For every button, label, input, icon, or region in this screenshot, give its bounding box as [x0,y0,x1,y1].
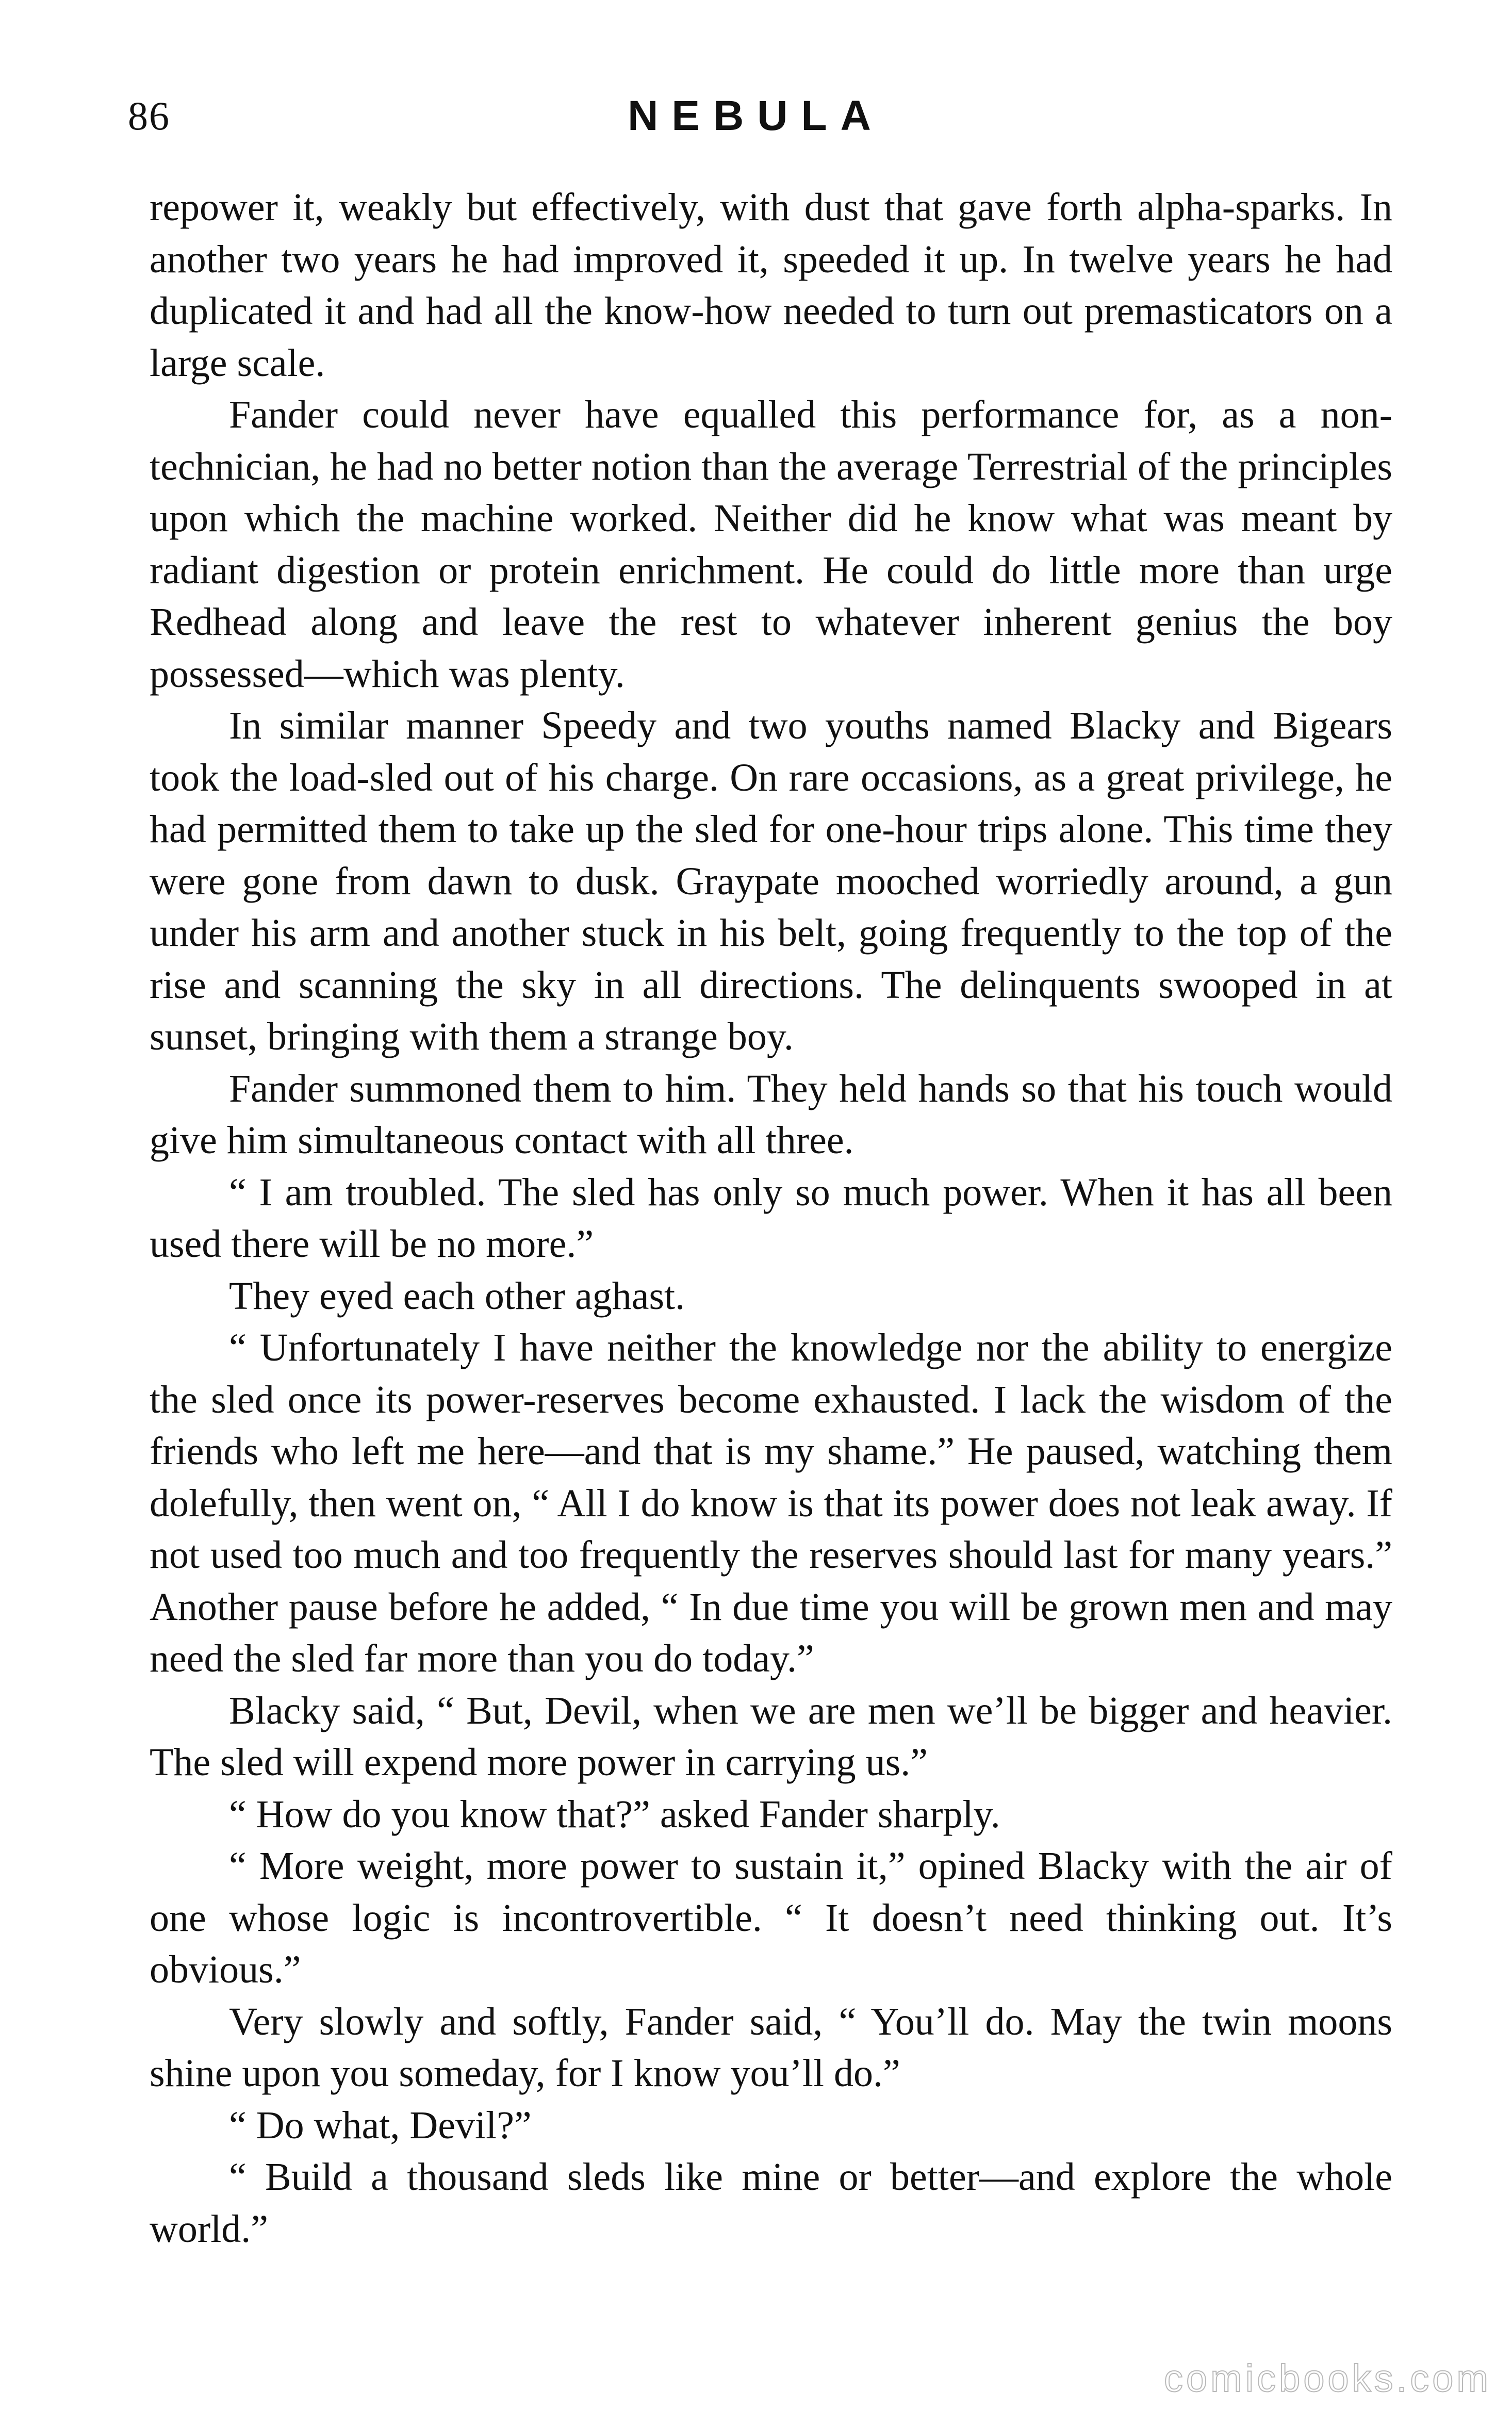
paragraph: “ I am troubled. The sled has only so much power. When it has all been used there will be no more.” [150,1170,1392,1266]
paragraph: “ Unfortunately I have neither the knowledge nor the ability to energize the sled once its power-reserves become exhausted. I lack the wisdom of the friends who left me here—and that is my shame.” He paused, watching them dolefully, then went on, “ All I do know is that its power does not leak away. If not used too much and too frequently the reserves should last for many years.” Another pause before he added, “ In due time you will be grown men and may need the sled far more than you do today.” [150,1326,1392,1680]
running-title: NEBULA [628,92,884,139]
paragraph: They eyed each other aghast. [229,1274,685,1318]
page-header [0,88,1512,155]
paragraph: “ Do what, Devil?” [229,2103,532,2147]
page-number: 86 [128,93,170,138]
paragraph: “ Build a thousand sleds like mine or better—and explore the whole world.” [150,2155,1392,2251]
paragraph: “ More weight, more power to sustain it,” opined Blacky with the air of one whose logic is incontrovertible. “ It doesn’t need thinking out. It’s obvious.” [150,1844,1392,1991]
paragraph: Fander summoned them to him. They held hands so that his touch would give him simultaneous contact with all three. [150,1067,1392,1162]
paragraph: In similar manner Speedy and two youths named Blacky and Bigears took the load-sled out of his charge. On rare occasions, as a great privilege, he had permitted them to take up the sled for one-hour trips alone. This time they were gone from dawn to dusk. Graypate mooched worriedly around, a gun under his arm and another stuck in his belt, going frequently to the top of the rise and scanning the sky in all directions. The delinquents swooped in at sunset, bringing with them a strange boy. [150,704,1392,1058]
paragraph: Very slowly and softly, Fander said, “ You’ll do. May the twin moons shine upon you someday, for I know you’ll do.” [150,2000,1392,2095]
paragraph: Blacky said, “ But, Devil, when we are men we’ll be bigger and heavier. The sled will expend more power in carrying us.” [150,1689,1392,1784]
watermark: comicbooks.com [1163,2357,1491,2400]
body-text [150,182,1392,2255]
paragraph: “ How do you know that?” asked Fander sharply. [229,1792,1000,1836]
paragraph: Fander could never have equalled this performance for, as a non-technician, he had no better notion than the average Terrestrial of the principles upon which the machine worked. Neither did he know what was meant by radiant digestion or protein enrichment. He could do little more than urge Redhead along and leave the rest to whatever inherent genius the boy possessed—which was plenty. [150,393,1392,696]
paragraph: repower it, weakly but effectively, with dust that gave forth alpha-sparks. In another two years he had improved it, speeded it up. In twelve years he had duplicated it and had all the know-how needed to turn out premasticators on a large scale. [150,186,1392,385]
